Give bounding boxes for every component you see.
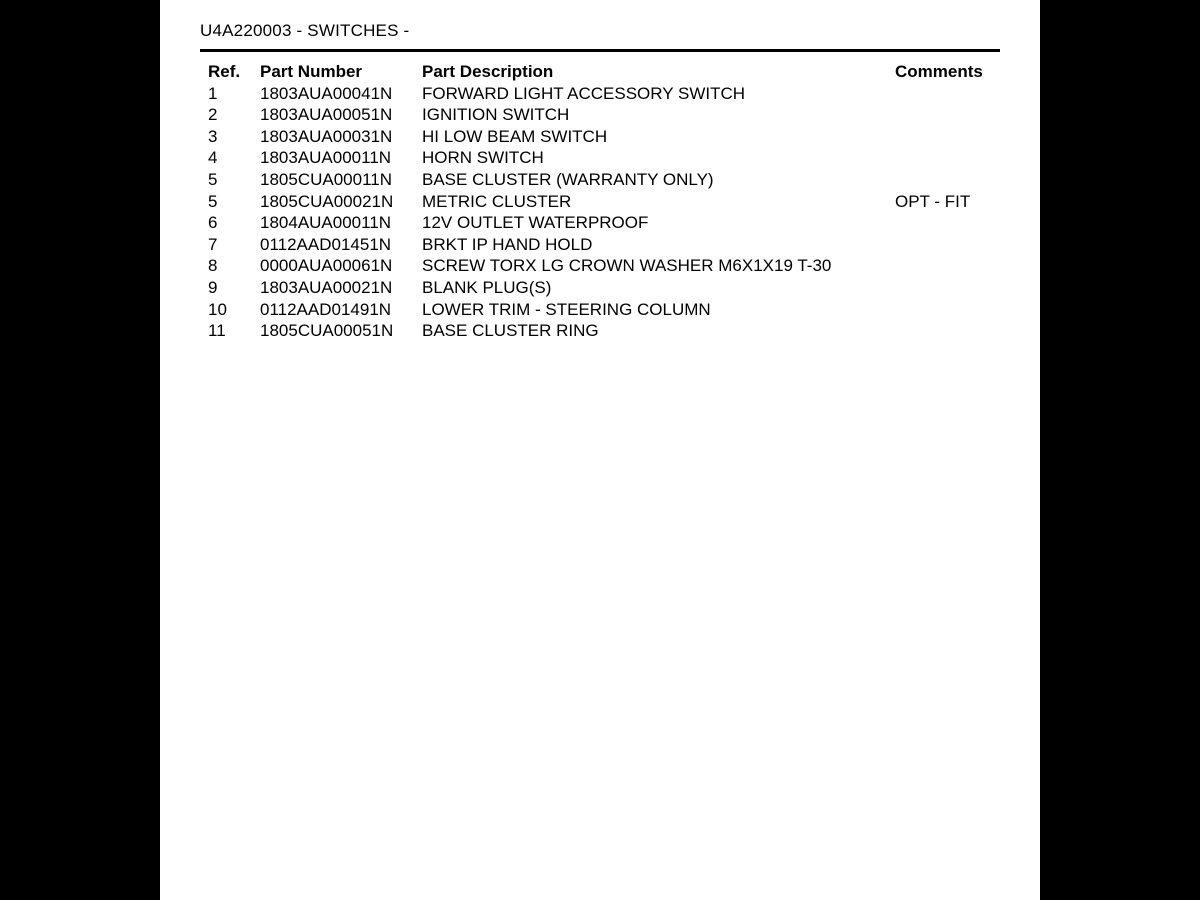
ref-cell: 6 — [208, 213, 218, 233]
description-cell: FORWARD LIGHT ACCESSORY SWITCH — [422, 83, 746, 103]
description-cell: LOWER TRIM - STEERING COLUMN — [422, 299, 711, 319]
description-cell: BLANK PLUG(S) — [422, 277, 552, 297]
part-number-cell: 1803AUA00021N — [260, 277, 393, 297]
ref-cell: 5 — [208, 191, 218, 211]
part-number-cell: 0112AAD01491N — [260, 299, 392, 319]
description-cell: HI LOW BEAM SWITCH — [422, 126, 608, 146]
ref-cell: 5 — [208, 169, 218, 189]
part-number-cell: 1803AUA00011N — [260, 148, 392, 168]
ref-cell: 4 — [208, 148, 218, 168]
title-divider — [200, 49, 1000, 52]
ref-cell: 9 — [208, 277, 218, 297]
description-cell: BASE CLUSTER RING — [422, 321, 599, 341]
column-header-part-description: Part Description — [422, 62, 554, 81]
description-cell: SCREW TORX LG CROWN WASHER M6X1X19 T-30 — [422, 256, 832, 276]
description-cell: IGNITION SWITCH — [422, 105, 570, 125]
comments-cell: OPT - FIT — [895, 191, 971, 211]
page-title: U4A220003 - SWITCHES - — [200, 21, 410, 40]
part-number-cell: 1805CUA00021N — [260, 191, 394, 211]
table-row — [200, 320, 1000, 342]
ref-cell: 10 — [208, 299, 227, 319]
document-page — [160, 0, 1040, 900]
table-row — [200, 104, 1000, 126]
description-cell: METRIC CLUSTER — [422, 191, 572, 211]
part-number-cell: 0112AAD01451N — [260, 234, 392, 254]
part-number-cell: 0000AUA00061N — [260, 256, 393, 276]
column-header-ref: Ref. — [208, 62, 241, 81]
ref-cell: 11 — [208, 321, 226, 341]
part-number-cell: 1803AUA00051N — [260, 105, 393, 125]
part-number-cell: 1805CUA00051N — [260, 321, 394, 341]
table-row — [200, 255, 1000, 277]
table-row — [200, 277, 1000, 299]
description-cell: BRKT IP HAND HOLD — [422, 234, 593, 254]
table-row — [200, 212, 1000, 234]
table-row — [200, 169, 1000, 191]
table-row — [200, 126, 1000, 148]
parts-table — [200, 61, 1000, 342]
description-cell: HORN SWITCH — [422, 148, 544, 168]
description-cell: BASE CLUSTER (WARRANTY ONLY) — [422, 169, 714, 189]
table-row — [200, 234, 1000, 256]
part-number-cell: 1803AUA00031N — [260, 126, 393, 146]
ref-cell: 8 — [208, 256, 218, 276]
table-row — [200, 83, 1000, 105]
part-number-cell: 1804AUA00011N — [260, 213, 392, 233]
table-row — [200, 147, 1000, 169]
table-row — [200, 191, 1000, 213]
part-number-cell: 1803AUA00041N — [260, 83, 393, 103]
ref-cell: 3 — [208, 126, 218, 146]
ref-cell: 1 — [208, 83, 218, 103]
description-cell: 12V OUTLET WATERPROOF — [422, 213, 649, 233]
column-header-part-number: Part Number — [260, 62, 363, 81]
column-header-comments: Comments — [895, 62, 983, 81]
table-row — [200, 299, 1000, 321]
ref-cell: 2 — [208, 105, 218, 125]
ref-cell: 7 — [208, 234, 218, 254]
table-header — [200, 61, 1000, 83]
part-number-cell: 1805CUA00011N — [260, 169, 392, 189]
